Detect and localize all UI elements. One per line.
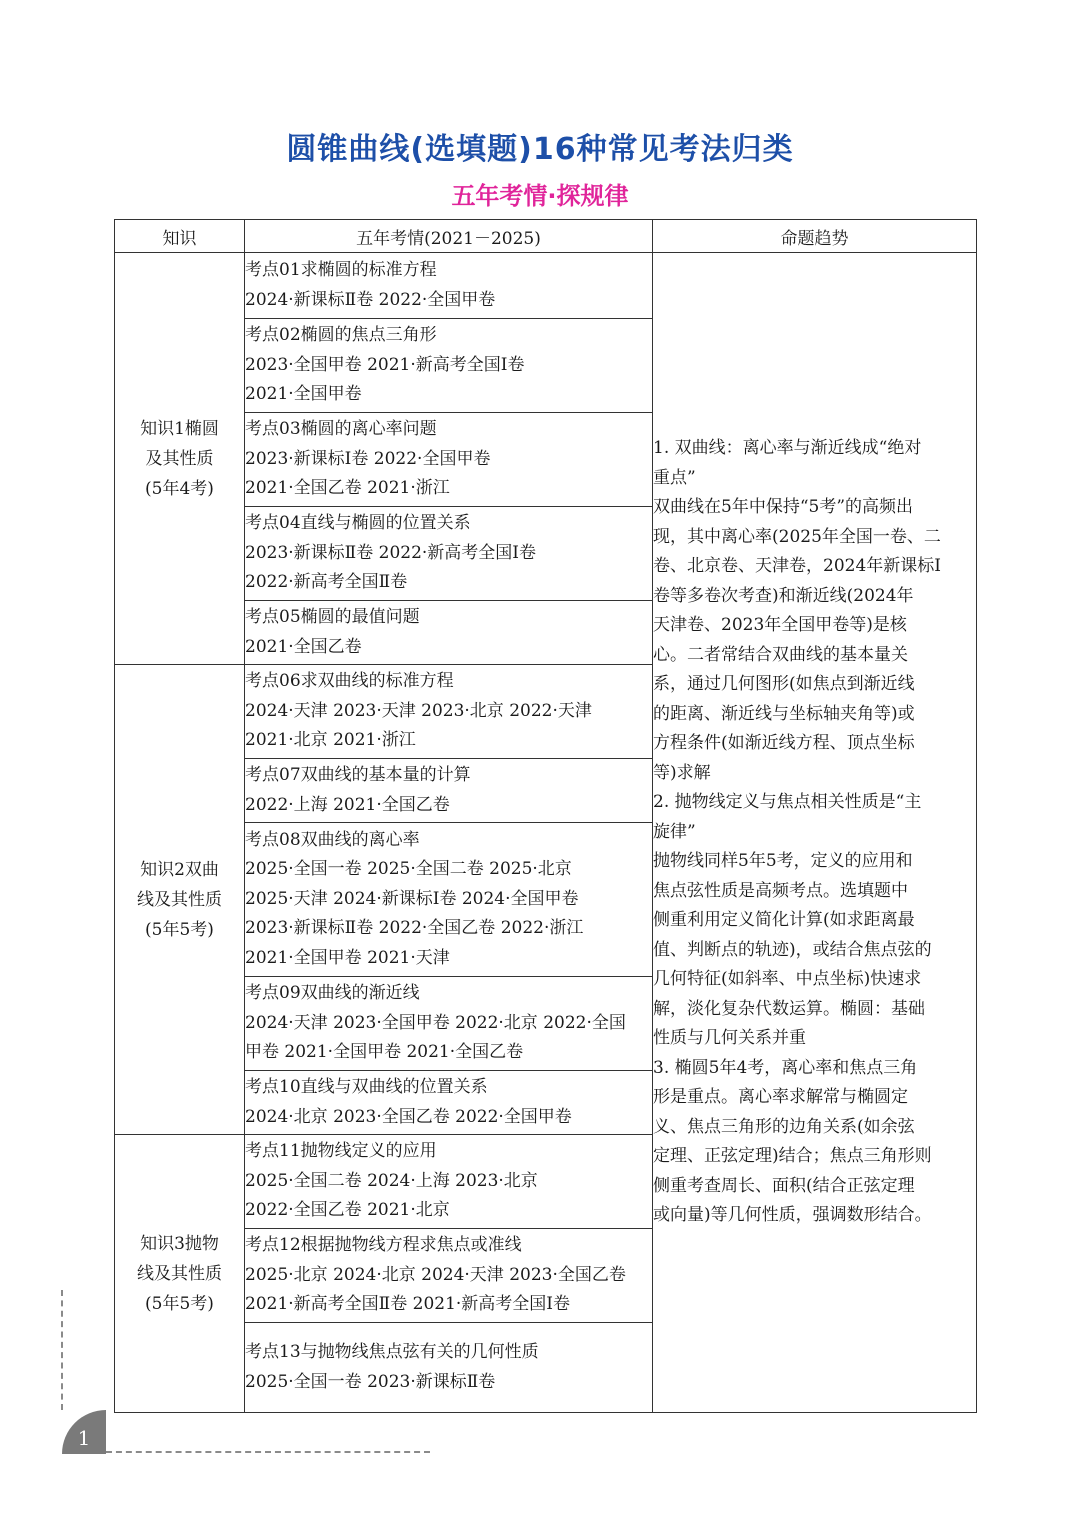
knowledge-cell xyxy=(115,253,245,665)
exam-point-cell xyxy=(245,1071,653,1135)
knowledge-cell xyxy=(115,665,245,1135)
exam-source-line: 2023·新课标Ⅰ卷 2022·全国甲卷 xyxy=(245,448,491,469)
trend-cell xyxy=(653,253,977,1413)
trend-line: 2. 抛物线定义与焦点相关性质是“主 xyxy=(653,792,922,813)
exam-point-title: 考点01求椭圆的标准方程 xyxy=(245,260,437,280)
exam-source-line: 2023·全国甲卷 2021·新高考全国Ⅰ卷 xyxy=(245,354,525,375)
knowledge-line: 及其性质 xyxy=(145,448,214,469)
exam-point-title: 考点08双曲线的离心率 xyxy=(245,829,420,850)
exam-source-line: 2024·北京 2023·全国乙卷 2022·全国甲卷 xyxy=(245,1106,572,1127)
exam-point-cell xyxy=(245,1135,653,1229)
exam-point-cell xyxy=(245,601,653,665)
trend-line: 旋律” xyxy=(653,821,696,842)
knowledge-line: 知识1椭圆 xyxy=(140,418,219,439)
trend-line: 性质与几何关系并重 xyxy=(653,1028,806,1049)
exam-point-cell xyxy=(245,1323,653,1413)
exam-point-cell xyxy=(245,665,653,759)
knowledge-line: 线及其性质 xyxy=(137,889,222,910)
trend-line: 等)求解 xyxy=(653,762,711,783)
trend-line: 1. 双曲线：离心率与渐近线成“绝对 xyxy=(653,438,922,459)
exam-point-cell xyxy=(245,977,653,1071)
trend-line: 侧重考查周长、面积(结合正弦定理 xyxy=(653,1175,915,1196)
trend-line: 系，通过几何图形(如焦点到渐近线 xyxy=(653,674,915,695)
exam-point-title: 考点13与抛物线焦点弦有关的几何性质 xyxy=(245,1342,539,1362)
trend-line: 侧重利用定义简化计算(如求距离最 xyxy=(653,910,915,931)
exam-point-title: 考点11抛物线定义的应用 xyxy=(245,1141,437,1162)
trend-line: 值、判断点的轨迹)，或结合焦点弦的 xyxy=(653,939,932,960)
trend-line: 或向量)等几何性质，强调数形结合。 xyxy=(653,1205,932,1226)
table-header-row xyxy=(115,220,977,253)
trend-line: 方程条件(如渐近线方程、顶点坐标 xyxy=(653,733,915,754)
exam-source-line: 2022·上海 2021·全国乙卷 xyxy=(245,794,450,815)
trend-line: 心。二者常结合双曲线的基本量关 xyxy=(653,644,908,665)
exam-point-title: 考点03椭圆的离心率问题 xyxy=(245,419,437,440)
knowledge-line: 知识3抛物 xyxy=(140,1233,219,1254)
exam-source-line: 2021·全国甲卷 xyxy=(245,384,362,405)
decorative-dashed-line-horizontal xyxy=(106,1451,430,1453)
exam-point-cell xyxy=(245,823,653,977)
exam-source-line: 2025·全国一卷 2023·新课标Ⅱ卷 xyxy=(245,1371,496,1392)
exam-source-line: 2024·天津 2023·天津 2023·北京 2022·天津 xyxy=(245,700,592,721)
exam-point-title: 考点04直线与椭圆的位置关系 xyxy=(245,513,471,534)
exam-point-title: 考点05椭圆的最值问题 xyxy=(245,607,420,627)
header-knowledge: 知识 xyxy=(115,220,245,253)
exam-point-title: 考点06求双曲线的标准方程 xyxy=(245,671,454,692)
knowledge-line: (5年4考) xyxy=(145,478,214,499)
exam-source-line: 2021·全国甲卷 2021·天津 xyxy=(245,947,450,968)
exam-point-cell xyxy=(245,759,653,823)
exam-point-title: 考点02椭圆的焦点三角形 xyxy=(245,325,437,346)
exam-point-cell xyxy=(245,413,653,507)
trend-line: 义、焦点三角形的边角关系(如余弦 xyxy=(653,1116,915,1137)
exam-point-title: 考点10直线与双曲线的位置关系 xyxy=(245,1077,488,1097)
exam-table xyxy=(114,219,977,1413)
exam-source-line: 甲卷 2021·全国甲卷 2021·全国乙卷 xyxy=(245,1042,524,1063)
exam-source-line: 2025·北京 2024·北京 2024·天津 2023·全国乙卷 xyxy=(245,1264,626,1285)
header-trend: 命题趋势 xyxy=(653,220,977,253)
exam-source-line: 2021·北京 2021·浙江 xyxy=(245,730,416,751)
trend-line: 焦点弦性质是高频考点。选填题中 xyxy=(653,880,908,901)
exam-point-cell xyxy=(245,319,653,413)
exam-source-line: 2025·全国一卷 2025·全国二卷 2025·北京 xyxy=(245,859,572,880)
page-title: 圆锥曲线(选填题)16种常见考法归类 xyxy=(286,132,794,167)
exam-point-cell xyxy=(245,507,653,601)
knowledge-line: (5年5考) xyxy=(145,1293,214,1314)
trend-line: 天津卷、2023年全国甲卷等)是核 xyxy=(653,615,907,636)
page-number: 1 xyxy=(62,1410,106,1454)
exam-source-line: 2021·新高考全国Ⅱ卷 2021·新高考全国Ⅰ卷 xyxy=(245,1294,571,1315)
trend-line: 重点” xyxy=(653,467,696,488)
knowledge-line: (5年5考) xyxy=(145,919,214,940)
header-exams: 五年考情(2021－2025) xyxy=(245,220,653,253)
trend-line: 定理、正弦定理)结合；焦点三角形则 xyxy=(653,1146,932,1167)
trend-line: 几何特征(如斜率、中点坐标)快速求 xyxy=(653,969,922,990)
exam-point-title: 考点07双曲线的基本量的计算 xyxy=(245,765,471,785)
exam-source-line: 2022·新高考全国Ⅱ卷 xyxy=(245,572,408,593)
trend-line: 3. 椭圆5年4考，离心率和焦点三角 xyxy=(653,1057,918,1078)
knowledge-line: 知识2双曲 xyxy=(140,859,219,880)
exam-source-line: 2024·新课标Ⅱ卷 2022·全国甲卷 xyxy=(245,289,496,310)
trend-line: 抛物线同样5年5考，定义的应用和 xyxy=(653,851,913,872)
exam-source-line: 2023·新课标Ⅱ卷 2022·全国乙卷 2022·浙江 xyxy=(245,918,584,939)
exam-source-line: 2024·天津 2023·全国甲卷 2022·北京 2022·全国 xyxy=(245,1012,626,1033)
trend-line: 解，淡化复杂代数运算。椭圆：基础 xyxy=(653,998,925,1019)
trend-line: 卷、北京卷、天津卷，2024年新课标I xyxy=(653,556,941,577)
exam-point-title: 考点12根据抛物线方程求焦点或准线 xyxy=(245,1235,522,1256)
trend-line: 的距离、渐近线与坐标轴夹角等)或 xyxy=(653,703,915,724)
knowledge-line: 线及其性质 xyxy=(137,1263,222,1284)
exam-point-cell xyxy=(245,1229,653,1323)
exam-source-line: 2021·全国乙卷 xyxy=(245,636,362,657)
table-row xyxy=(115,253,977,319)
trend-line: 形是重点。离心率求解常与椭圆定 xyxy=(653,1087,908,1108)
exam-source-line: 2025·天津 2024·新课标Ⅰ卷 2024·全国甲卷 xyxy=(245,888,579,909)
trend-line: 卷等多卷次考查)和渐近线(2024年 xyxy=(653,585,914,606)
exam-point-title: 考点09双曲线的渐近线 xyxy=(245,983,420,1004)
decorative-dashed-line-vertical xyxy=(61,1290,63,1410)
exam-point-cell xyxy=(245,253,653,319)
exam-source-line: 2022·全国乙卷 2021·北京 xyxy=(245,1200,450,1221)
exam-source-line: 2023·新课标Ⅱ卷 2022·新高考全国Ⅰ卷 xyxy=(245,542,537,563)
knowledge-cell xyxy=(115,1135,245,1413)
page-subtitle: 五年考情·探规律 xyxy=(451,182,629,210)
trend-line: 现，其中离心率(2025年全国一卷、二 xyxy=(653,526,941,547)
exam-source-line: 2021·全国乙卷 2021·浙江 xyxy=(245,478,450,499)
exam-source-line: 2025·全国二卷 2024·上海 2023·北京 xyxy=(245,1170,538,1191)
trend-line: 双曲线在5年中保持“5考”的高频出 xyxy=(653,497,914,518)
